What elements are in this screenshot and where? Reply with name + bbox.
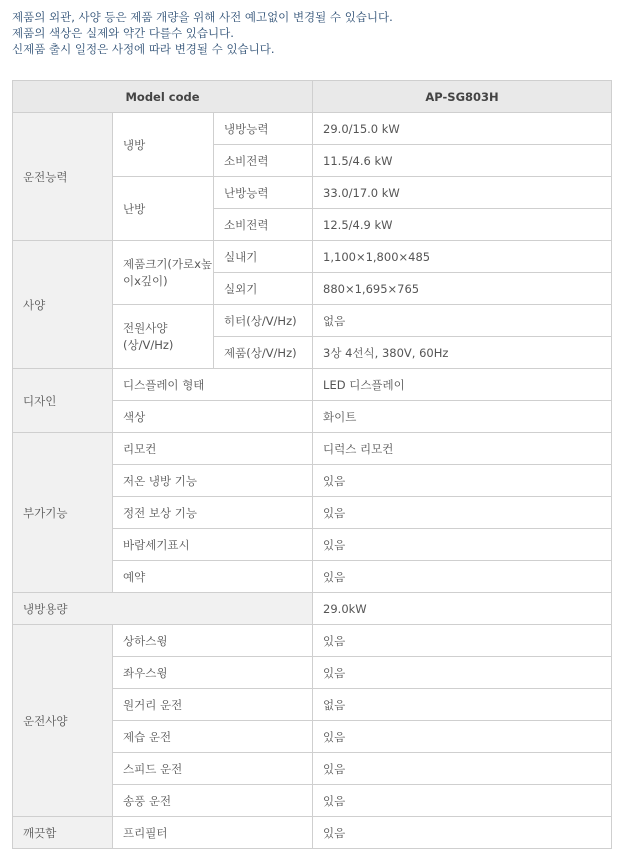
row-value: 있음 (313, 625, 612, 657)
row-value: 11.5/4.6 kW (313, 145, 612, 177)
subgroup-label-size: 제품크기(가로x높이x깊이) (113, 241, 214, 305)
row-value: LED 디스플레이 (313, 369, 612, 401)
row-label: 정전 보상 기능 (113, 497, 313, 529)
subgroup-label-power: 전원사양(상/V/Hz) (113, 305, 214, 369)
subgroup-label-cooling: 냉방 (113, 113, 214, 177)
table-header-row (13, 81, 612, 113)
notice-text (12, 9, 393, 57)
row-value: 디럭스 리모컨 (313, 433, 612, 465)
row-value: 880×1,695×765 (313, 273, 612, 305)
row-value: 29.0/15.0 kW (313, 113, 612, 145)
row-label: 실내기 (214, 241, 313, 273)
table-row (13, 241, 612, 273)
row-value: 화이트 (313, 401, 612, 433)
table-row (13, 113, 612, 145)
row-label: 냉방능력 (214, 113, 313, 145)
group-label-clean: 깨끗함 (13, 817, 113, 849)
row-label: 프리필터 (113, 817, 313, 849)
row-label: 디스플레이 형태 (113, 369, 313, 401)
table-row (13, 593, 612, 625)
row-label: 리모컨 (113, 433, 313, 465)
row-label: 실외기 (214, 273, 313, 305)
row-value: 1,100×1,800×485 (313, 241, 612, 273)
row-label: 좌우스윙 (113, 657, 313, 689)
table-row (13, 369, 612, 401)
row-label: 소비전력 (214, 209, 313, 241)
row-value: 있음 (313, 657, 612, 689)
group-label-capacity: 운전능력 (13, 113, 113, 241)
row-value: 3상 4선식, 380V, 60Hz (313, 337, 612, 369)
row-value: 있음 (313, 721, 612, 753)
row-value: 있음 (313, 465, 612, 497)
group-label-cooling-area: 냉방용량 (13, 593, 313, 625)
subgroup-label-heating: 난방 (113, 177, 214, 241)
row-label: 난방능력 (214, 177, 313, 209)
table-row (13, 433, 612, 465)
row-label: 원거리 운전 (113, 689, 313, 721)
group-label-design: 디자인 (13, 369, 113, 433)
row-value: 있음 (313, 529, 612, 561)
row-value: 33.0/17.0 kW (313, 177, 612, 209)
row-label: 송풍 운전 (113, 785, 313, 817)
group-label-operation: 운전사양 (13, 625, 113, 817)
row-value: 없음 (313, 689, 612, 721)
row-label: 제습 운전 (113, 721, 313, 753)
table-row (13, 625, 612, 657)
row-value: 있음 (313, 497, 612, 529)
row-value: 없음 (313, 305, 612, 337)
group-label-spec: 사양 (13, 241, 113, 369)
row-value: 있음 (313, 785, 612, 817)
model-code-header: Model code (13, 81, 313, 113)
row-label: 저온 냉방 기능 (113, 465, 313, 497)
group-label-extra: 부가기능 (13, 433, 113, 593)
row-value: 있음 (313, 753, 612, 785)
row-label: 히터(상/V/Hz) (214, 305, 313, 337)
notice-line: 제품의 색상은 실제와 약간 다를수 있습니다. (12, 26, 234, 40)
notice-line: 신제품 출시 일정은 사정에 따라 변경될 수 있습니다. (12, 42, 275, 56)
notice-line: 제품의 외관, 사양 등은 제품 개량을 위해 사전 예고없이 변경될 수 있습니다. (12, 10, 393, 24)
row-label: 스피드 운전 (113, 753, 313, 785)
row-label: 바람세기표시 (113, 529, 313, 561)
row-value: 12.5/4.9 kW (313, 209, 612, 241)
row-label: 예약 (113, 561, 313, 593)
row-value: 있음 (313, 561, 612, 593)
row-label: 색상 (113, 401, 313, 433)
row-value: 29.0kW (313, 593, 612, 625)
row-value: 있음 (313, 817, 612, 849)
row-label: 소비전력 (214, 145, 313, 177)
table-row (13, 817, 612, 849)
row-label: 제품(상/V/Hz) (214, 337, 313, 369)
model-name-header: AP-SG803H (313, 81, 612, 113)
spec-table (12, 80, 612, 849)
row-label: 상하스윙 (113, 625, 313, 657)
